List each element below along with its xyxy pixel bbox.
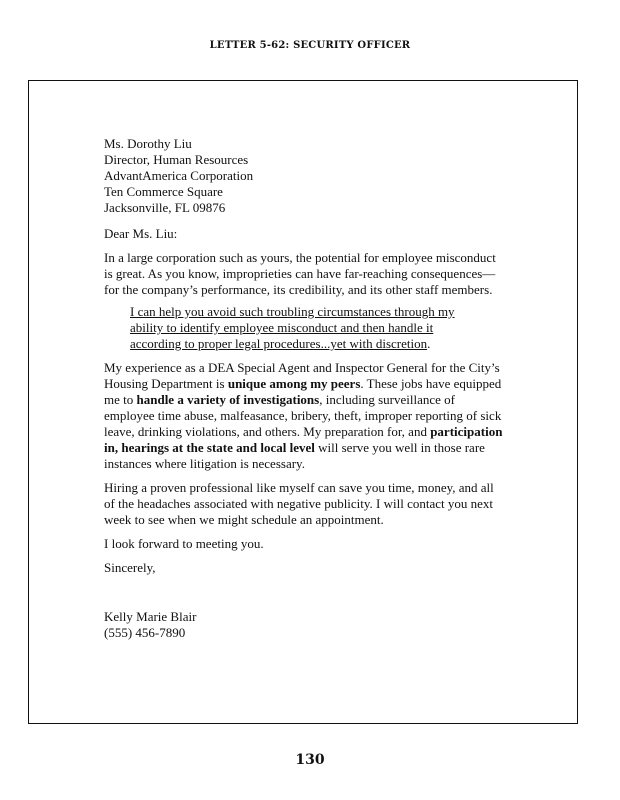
experience-bold-3: participation in, hearings at the state and local level bbox=[104, 424, 503, 455]
paragraph-intro: In a large corporation such as yours, the potential for employee misconduct is great. As you know, improprieties can have far-reaching consequences—for the company’s performance, its credibility, and its other staff members. bbox=[104, 250, 496, 297]
experience-text-2: . These jobs have equipped me to bbox=[104, 376, 502, 407]
recipient-street: Ten Commerce Square bbox=[104, 184, 223, 199]
experience-bold-1: unique among my peers bbox=[227, 376, 361, 391]
recipient-name: Ms. Dorothy Liu bbox=[104, 136, 192, 151]
sender-phone: (555) 456-7890 bbox=[104, 625, 186, 640]
paragraph-hiring: Hiring a proven professional like myself can save you time, money, and all of the headaches associated with negative publicity. I will contact you next week to see when we might schedule an appointment. bbox=[104, 480, 494, 527]
recipient-company: AdvantAmerica Corporation bbox=[104, 168, 254, 183]
paragraph-forward: I look forward to meeting you. bbox=[104, 536, 264, 551]
recipient-address bbox=[104, 136, 504, 216]
experience-text-3: , including surveillance of employee time abuse, malfeasance, bribery, theft, improper reporting of sick leave, drinking violations, and others. My preparation for, and bbox=[104, 392, 502, 439]
sender-name: Kelly Marie Blair bbox=[104, 609, 197, 624]
experience-text-1: My experience as a DEA Special Agent and Inspector General for the City’s Housing Department is bbox=[104, 360, 500, 391]
page-title: LETTER 5-62: SECURITY OFFICER bbox=[209, 40, 411, 51]
recipient-city: Jacksonville, FL 09876 bbox=[104, 200, 226, 215]
experience-bold-2: handle a variety of investigations bbox=[136, 392, 320, 407]
paragraph-experience bbox=[104, 360, 504, 472]
closing: Sincerely, bbox=[104, 560, 156, 575]
letter-body bbox=[104, 136, 504, 641]
experience-text-4: will serve you well in those rare instances where litigation is necessary. bbox=[104, 440, 485, 471]
callout-paragraph bbox=[130, 304, 478, 352]
recipient-title: Director, Human Resources bbox=[104, 152, 249, 167]
salutation: Dear Ms. Liu: bbox=[104, 226, 178, 241]
callout-text: I can help you avoid such troubling circumstances through my ability to identify employee misconduct and then handle it according to proper legal procedures...yet with discretion bbox=[130, 304, 455, 351]
page-number: 130 bbox=[295, 752, 325, 768]
callout-end: . bbox=[427, 336, 431, 351]
